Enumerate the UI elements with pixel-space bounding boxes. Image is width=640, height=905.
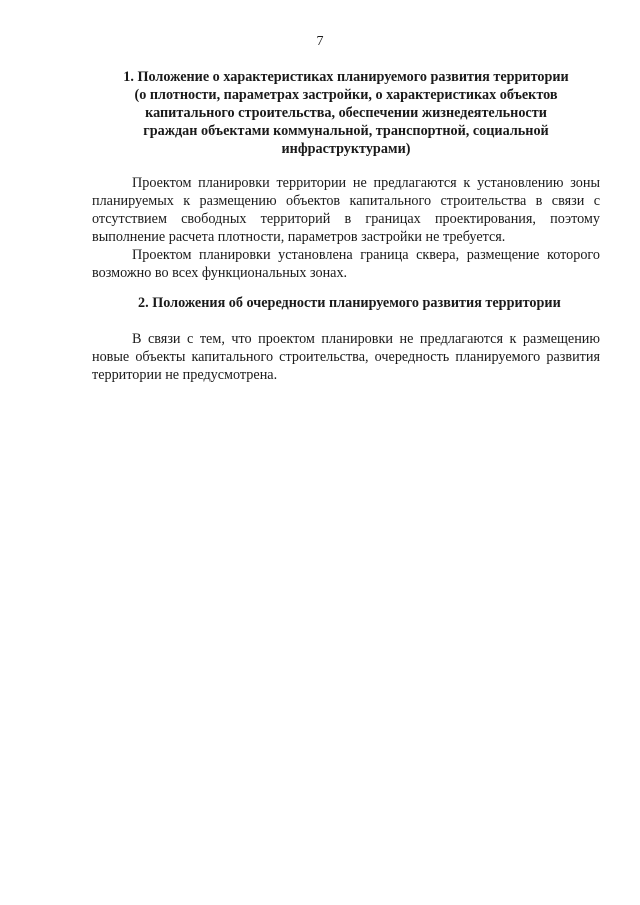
section-1-paragraph: Проектом планировки установлена граница сквера, размещение которого возможно во всех функциональных зонах. [92, 247, 600, 281]
section-2-body [92, 330, 600, 384]
section-1-heading-line: граждан объектами коммунальной, транспортной, социальной [143, 123, 549, 139]
section-1-heading-block [92, 68, 600, 158]
section-2-paragraph: В связи с тем, что проектом планировки не предлагаются к размещению новые объекты капитального строительства, очередность планируемого развития территории не предусмотрена. [92, 331, 600, 383]
page-number: 7 [316, 34, 324, 49]
section-1-body [92, 174, 600, 282]
section-1-heading-line: инфраструктурами) [281, 141, 411, 157]
section-2-heading-block [92, 294, 600, 312]
section-2-heading: 2. Положения об очередности планируемого развития территории [138, 295, 561, 311]
section-1-paragraph: Проектом планировки территории не предлагаются к установлению зоны планируемых к размещению объектов капитального строительства в связи с отсутствием свободных территорий в границах проектирования, поэтому выполнение расчета плотности, параметров застройки не требуется. [92, 175, 600, 245]
section-1-heading-line: (о плотности, параметрах застройки, о характеристиках объектов [134, 87, 558, 103]
section-1-heading-line: 1. Положение о характеристиках планируемого развития территории [123, 69, 569, 85]
section-1-heading [92, 68, 600, 158]
section-1-heading-line: капитального строительства, обеспечении жизнедеятельности [145, 105, 547, 121]
